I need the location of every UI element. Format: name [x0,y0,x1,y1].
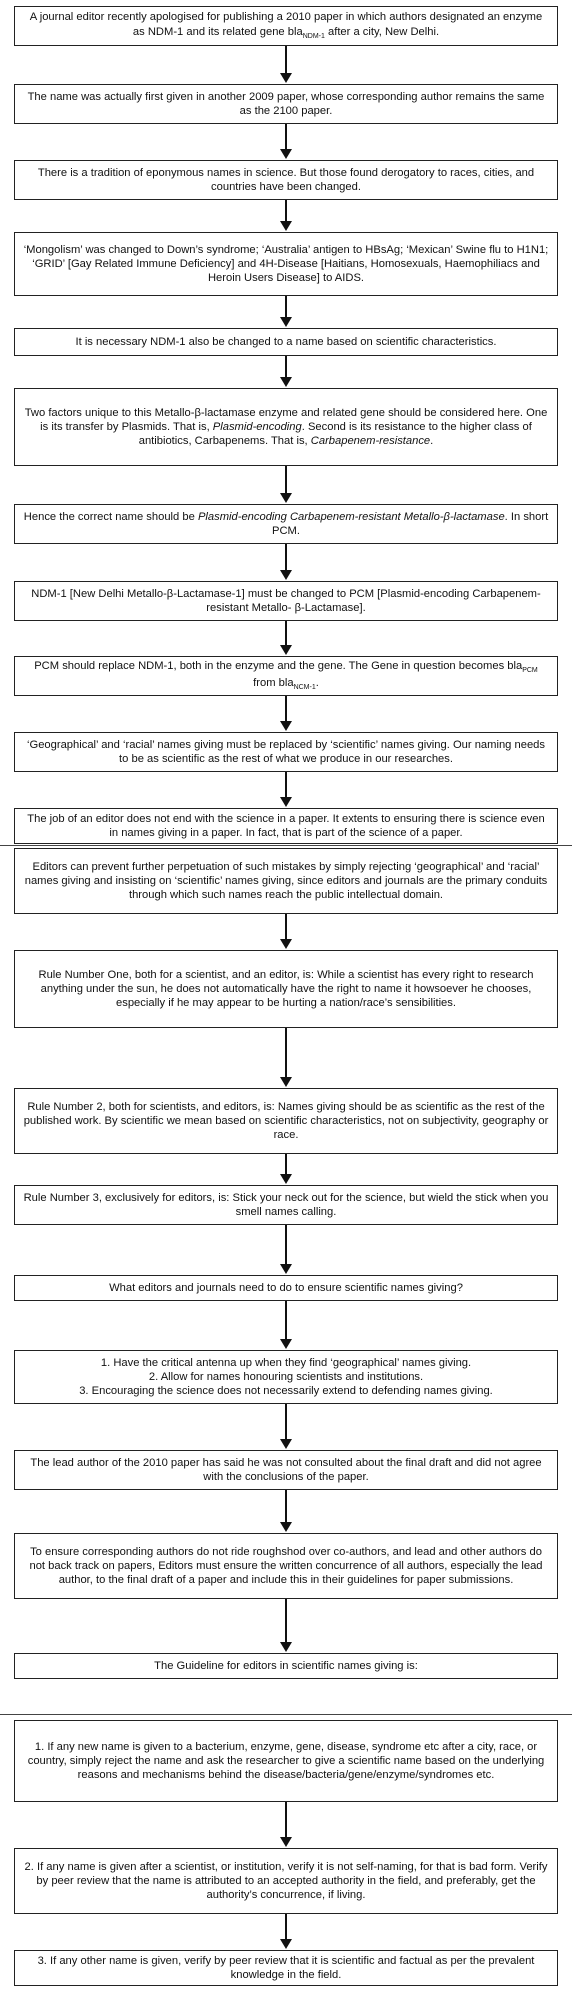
flow-box-8 [14,581,558,621]
flow-arrow-1 [285,46,287,74]
text-run: . [315,677,319,689]
flow-arrow-15 [285,1225,287,1265]
flow-arrow-21 [285,1802,287,1838]
text-run: It is necessary NDM-1 also be changed to a name based on scientific characteristics. [75,335,497,348]
flow-box-text [109,1281,463,1295]
flow-arrow-5 [285,356,287,378]
flow-box-text [76,335,497,349]
flow-arrow-13 [285,1028,287,1078]
flow-box-12 [14,848,558,914]
flow-arrow-4 [285,296,287,318]
flow-arrow-17 [285,1404,287,1440]
subscript-text: NDM-1 [302,32,325,40]
flow-box-18 [14,1450,558,1490]
text-run: . In short PCM. [272,510,549,537]
section-divider-1 [0,845,572,846]
flow-box-text [23,1100,549,1142]
flow-box-text [23,1456,549,1484]
flow-box-text [23,1860,549,1902]
flow-line: 2. Allow for names honouring scientists and institutions. [148,1370,424,1383]
flow-box-text [154,1659,418,1673]
flow-box-text [23,166,549,194]
flow-arrow-9 [285,696,287,722]
text-run: Rule Number 3, exclusively for editors, is: Stick your neck out for the science, but wield the stick when you smell names calling. [23,1191,549,1218]
text-run: after a city, New Delhi. [324,25,440,38]
subscript-text: PCM [522,667,538,675]
flow-box-10 [14,732,558,772]
flow-box-text [23,406,549,448]
flow-box-7 [14,504,558,544]
text-run: What editors and journals need to do to ensure scientific names giving? [109,1281,463,1294]
text-run: Hence the correct name should be [23,510,198,523]
flow-box-text [23,738,549,766]
text-run: ‘Mongolism’ was changed to Down’s syndrome; ‘Australia’ antigen to HBsAg; ‘Mexican’ Swine flu to H1N1; ‘GRID’ [Gay Related Immune Deficiency] and 4H-Disease [Haitians, Homosexuals, Haemophiliacs and Heroin Users Disease] to AIDS. [23,243,549,285]
text-run: To ensure corresponding authors do not ride roughshod over co-authors, and lead and other authors do not back track on papers, Editors must ensure the written concurrence of all authors, especially the lead author, to the final draft of a paper and include this in their guidelines for paper submissions. [29,1545,543,1587]
flow-arrow-14 [285,1154,287,1175]
subscript-text: NCM-1 [293,684,316,692]
flow-box-15 [14,1185,558,1225]
flow-box-text [23,1954,549,1982]
flow-box-20 [14,1653,558,1679]
italic-text: Carbapenem-resistance [310,435,431,448]
flow-box-5 [14,328,558,356]
flow-box-text [23,10,549,41]
flow-box-text [23,968,549,1010]
flow-box-16 [14,1275,558,1301]
flow-box-text [79,1356,493,1398]
text-run: from bla [253,677,294,689]
text-run: 2. If any name is given after a scientist, or institution, verify it is not self-naming, for that is bad form. Verify by peer review that the name is attributed to an accepted authority in the field, and preferably, get the authority’s concurrence, if living. [24,1860,548,1902]
flow-box-6 [14,388,558,466]
text-run: A journal editor recently apologised for publishing a 2010 paper in which authors designated an enzyme as NDM-1 and its related gene bla [29,11,543,38]
text-run: ‘Geographical’ and ‘racial’ names giving must be replaced by ‘scientific’ names giving. Our naming needs to be as scientific as the rest of what we produce in our researches. [27,738,545,765]
flow-arrow-18 [285,1490,287,1523]
text-run: The name was actually first given in another 2009 paper, whose corresponding author remains the same as the 2100 paper. [27,90,545,117]
flow-arrow-6 [285,466,287,494]
flow-box-4 [14,232,558,296]
text-run: 3. If any other name is given, verify by peer review that it is scientific and factual as per the prevalent knowledge in the field. [37,1954,535,1981]
text-run: Two factors unique to this Metallo-β-lactamase enzyme and related gene should be considered here. One is its transfer by Plasmids. That is, [24,406,548,433]
flow-box-17 [14,1350,558,1404]
flow-box-text [23,587,549,615]
flow-box-text [23,1545,549,1587]
text-run: 1. If any new name is given to a bacterium, enzyme, gene, disease, syndrome etc after a city, race, or country, simply reject the name and ask the researcher to give a scientific name based on the underlying reasons and mechanisms behind the disease/bacteria/gene/enzyme/syndromes etc. [27,1740,545,1782]
flow-box-text [23,1740,549,1782]
flow-box-text [23,90,549,118]
flow-line: 3. Encouraging the science does not necessarily extend to defending names giving. [79,1385,493,1398]
text-run: Editors can prevent further perpetuation of such mistakes by simply rejecting ‘geographical’ and ‘racial’ names giving and insisting on ‘scientific’ names giving, since editors and journals are the primary conduits through which such names reach the public intellectual domain. [24,860,548,902]
flow-box-13 [14,950,558,1028]
flow-arrow-8 [285,621,287,646]
section-divider-2 [0,1714,572,1715]
flow-box-9 [14,656,558,696]
text-run: NDM-1 [New Delhi Metallo-β-Lactamase-1] must be changed to PCM [Plasmid-encoding Carbapenem-resistant Metallo- β-Lactamase]. [31,587,541,614]
flow-box-text [23,243,549,285]
flow-box-text [23,659,549,693]
flow-arrow-2 [285,124,287,150]
flow-box-text [23,510,549,538]
italic-text: Plasmid-encoding [212,420,302,433]
flow-arrow-16 [285,1301,287,1340]
flow-arrow-22 [285,1914,287,1940]
text-run: The Guideline for editors in scientific names giving is: [154,1659,418,1672]
italic-text: Plasmid-encoding Carbapenem-resistant Metallo-β-lactamase [197,510,505,523]
text-run: There is a tradition of eponymous names in science. But those found derogatory to races, cities, and countries have been changed. [37,166,535,193]
text-run: The job of an editor does not end with the science in a paper. It extents to ensuring there is science even in names giving in a paper. In fact, that is part of the science of a paper. [27,812,545,839]
text-run: Rule Number One, both for a scientist, and an editor, is: While a scientist has every right to research anything under the sun, he does not automatically have the right to name it howsoever he chooses, especially if he may appear to be hurting a nation/race’s sensibilities. [38,968,534,1010]
flow-box-3 [14,160,558,200]
flow-line: 1. Have the critical antenna up when they find ‘geographical’ names giving. [100,1356,472,1369]
flow-box-14 [14,1088,558,1154]
flow-arrow-12 [285,914,287,940]
flow-box-text [23,1191,549,1219]
text-run: . [430,435,434,448]
flow-box-22 [14,1848,558,1914]
text-run: The lead author of the 2010 paper has said he was not consulted about the final draft and did not agree with the conclusions of the paper. [30,1456,542,1483]
text-run: PCM should replace NDM-1, both in the enzyme and the gene. The Gene in question becomes bla [34,659,523,672]
flow-box-1 [14,6,558,46]
flow-arrow-7 [285,544,287,571]
flow-box-21 [14,1720,558,1802]
flow-arrow-10 [285,772,287,798]
flow-box-23 [14,1950,558,1986]
text-run: . Second is its resistance to the higher class of antibiotics, Carbapenems. That is, [138,420,532,448]
flow-box-11 [14,808,558,844]
text-run: Rule Number 2, both for scientists, and editors, is: Names giving should be as scientific as the rest of the published work. By scientific we mean based on scientific characteristics, not on subjectivity, geography or race. [23,1100,549,1142]
flow-arrow-19 [285,1599,287,1643]
flow-box-19 [14,1533,558,1599]
flow-box-2 [14,84,558,124]
flow-box-text [23,860,549,902]
flow-box-text [23,812,549,840]
flow-arrow-3 [285,200,287,222]
